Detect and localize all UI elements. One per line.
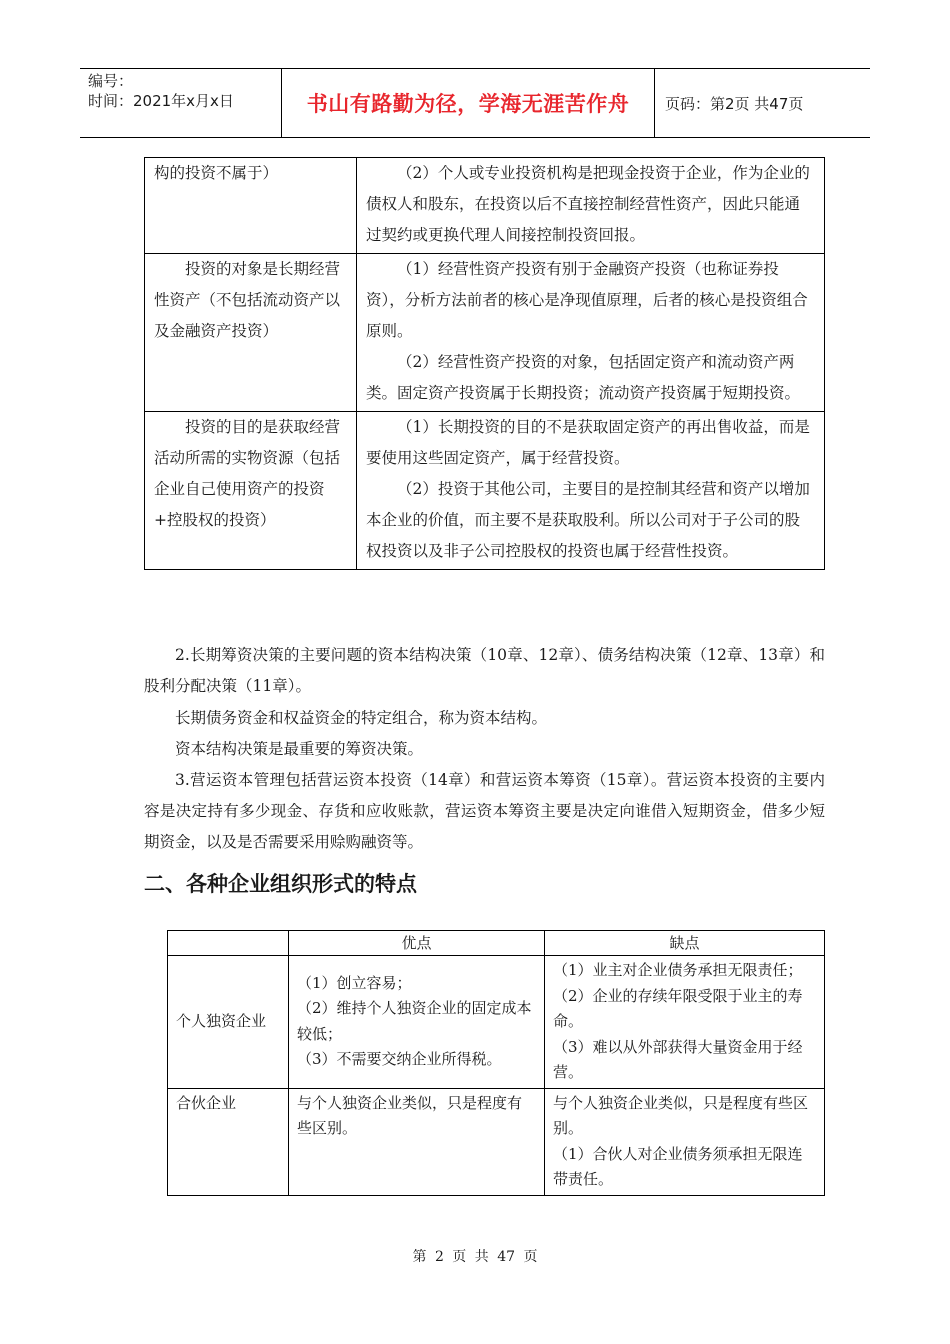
table-row	[145, 158, 825, 254]
table-header-row	[168, 931, 825, 956]
cell-text: 投资的目的是获取经营活动所需的实物资源（包括企业自己使用资产的投资+控股权的投资）	[154, 418, 341, 529]
cons-cell	[545, 956, 825, 1089]
enterprise-forms-table	[167, 930, 825, 1196]
row-label-sole-proprietorship: 个人独资企业	[168, 956, 289, 1089]
cell-text: 与个人独资企业类似，只是程度有些区别。	[297, 1093, 523, 1137]
paragraph-working-capital: 3.营运资本管理包括营运资本投资（14章）和营运资本筹资（15章）。营运资本投资的主要内容是决定持有多少现金、存货和应收账款，营运资本筹资主要是决定向谁借入短期资金，借多少短期资金，以及是否需要采用赊购融资等。	[144, 771, 825, 851]
table-cell-right	[357, 254, 825, 412]
table-cell-right	[357, 412, 825, 570]
cell-text: 投资的对象是长期经营性资产（不包括流动资产以及金融资产投资）	[154, 260, 341, 340]
cell-text: 构的投资不属于）	[154, 164, 279, 182]
table-row	[168, 956, 825, 1089]
header-date-label: 时间：2021年x月x日	[88, 92, 234, 110]
cell-text: （2）维持个人独资企业的固定成本较低；	[297, 999, 532, 1043]
page-footer: 第 2 页 共 47 页	[412, 1249, 538, 1265]
cell-text: （3）难以从外部获得大量资金用于经营。	[553, 1037, 803, 1081]
table-cell-right	[357, 158, 825, 254]
header-motto-cell	[282, 69, 655, 137]
cell-text: （3）不需要交纳企业所得税。	[297, 1050, 502, 1069]
pros-cell	[289, 1088, 545, 1195]
table-cell-left	[145, 158, 357, 254]
table-cell-left	[145, 254, 357, 412]
table-row	[168, 1088, 825, 1195]
cell-text: （1）长期投资的目的不是获取固定资产的再出售收益，而是要使用这些固定资产，属于经营投资。	[366, 418, 810, 467]
cell-text: （1）业主对企业债务承担无限责任；	[553, 961, 803, 979]
section-heading: 二、各种企业组织形式的特点	[144, 872, 417, 896]
investment-features-table	[144, 157, 825, 570]
cell-text: （1）创立容易；	[297, 973, 412, 992]
paragraph-long-term-financing: 2.长期筹资决策的主要问题的资本结构决策（10章、12章）、债务结构决策（12章、13章）和股利分配决策（11章）。	[144, 646, 825, 695]
table-row	[145, 254, 825, 412]
cons-cell	[545, 1088, 825, 1195]
header-motto: 书山有路勤为径，学海无涯苦作舟	[306, 92, 630, 116]
table-header-empty	[168, 931, 289, 956]
row-label-partnership: 合伙企业	[168, 1088, 289, 1195]
page-header	[80, 68, 870, 138]
header-number-label: 编号：	[88, 72, 134, 90]
cell-text: （2）经营性资产投资的对象，包括固定资产和流动资产两类。固定资产投资属于长期投资；流动资产投资属于短期投资。	[366, 353, 801, 402]
header-page-info: 页码：第2页 共47页	[665, 94, 804, 113]
cell-text: （1）合伙人对企业债务须承担无限连带责任。	[553, 1144, 803, 1188]
table-header-cons: 缺点	[545, 931, 825, 956]
cell-text: （2）投资于其他公司，主要目的是控制其经营和资产以增加本企业的价值，而主要不是获取股利。所以公司对于子公司的股权投资以及非子公司控股权的投资也属于经营性投资。	[366, 480, 810, 560]
table-cell-left	[145, 412, 357, 570]
paragraph-capital-decision: 资本结构决策是最重要的筹资决策。	[175, 740, 424, 758]
pros-cell	[289, 956, 545, 1089]
table-header-pros: 优点	[289, 931, 545, 956]
paragraph-capital-structure: 长期债务资金和权益资金的特定组合，称为资本结构。	[175, 709, 548, 727]
cell-text: 与个人独资企业类似，只是程度有些区别。	[553, 1093, 809, 1137]
header-meta	[80, 69, 282, 137]
cell-text: （2）企业的存续年限受限于业主的寿命。	[553, 986, 803, 1030]
table-row	[145, 412, 825, 570]
cell-text: （2）个人或专业投资机构是把现金投资于企业，作为企业的债权人和股东，在投资以后不直接控制经营性资产，因此只能通过契约或更换代理人间接控制投资回报。	[366, 164, 810, 244]
cell-text: （1）经营性资产投资有别于金融资产投资（也称证券投资），分析方法前者的核心是净现值原理，后者的核心是投资组合原则。	[366, 260, 808, 340]
